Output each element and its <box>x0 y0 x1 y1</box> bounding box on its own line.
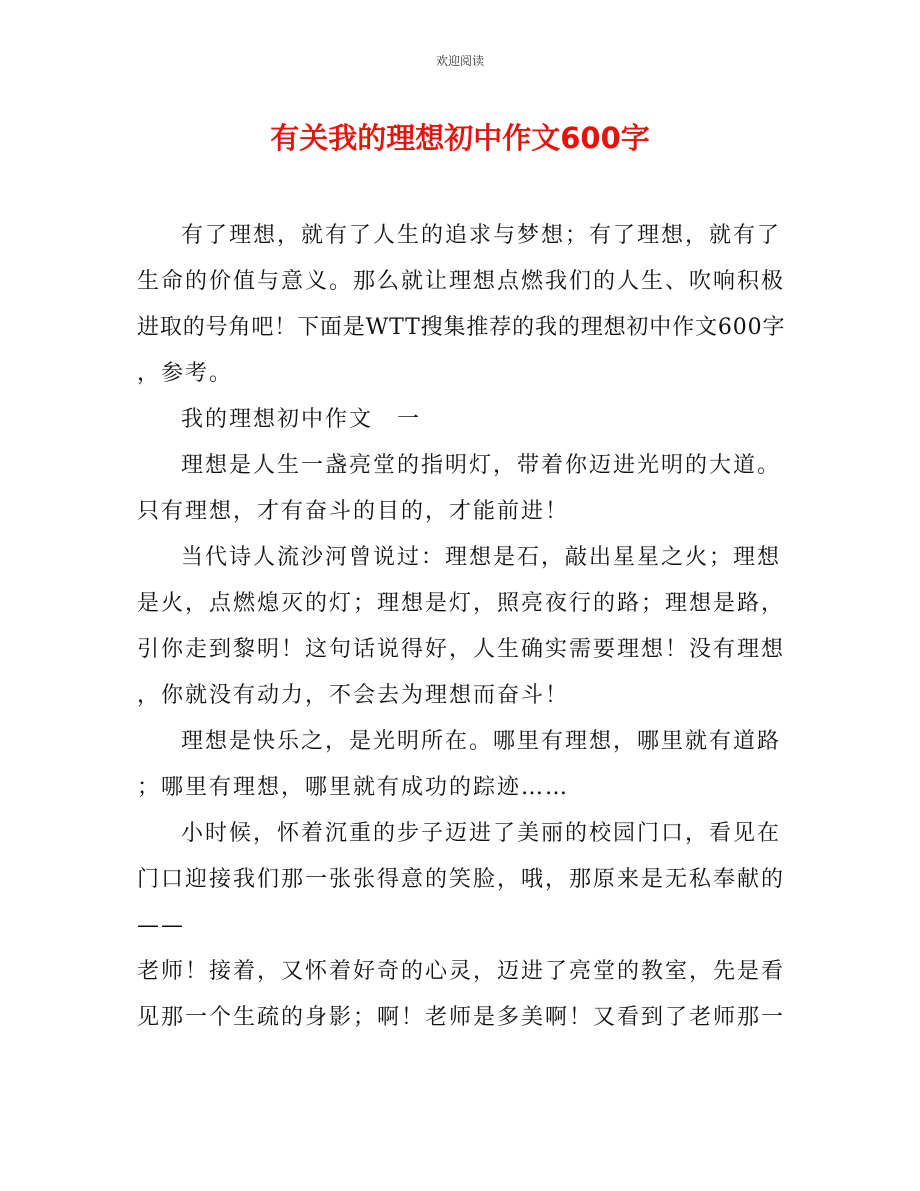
document-title: 有关我的理想初中作文600字 <box>270 121 650 155</box>
paragraph-line: 是火，点燃熄灭的灯；理想是灯，照亮夜行的路；理想是路， <box>137 591 786 616</box>
paragraph-line: 当代诗人流沙河曾说过：理想是石，敲出星星之火；理想 <box>181 545 782 570</box>
paragraph-line: 老师！接着，又怀着好奇的心灵，迈进了亮堂的教室，先是看 <box>137 959 786 984</box>
paragraph-line: 见那一个生疏的身影；啊！老师是多美啊！又看到了老师那一 <box>137 1005 786 1030</box>
paragraph-line: 引你走到黎明！这句话说得好，人生确实需要理想！没有理想 <box>137 637 786 662</box>
paragraph-line: 只有理想，才有奋斗的目的，才能前进！ <box>137 499 570 524</box>
paragraph-line: 小时候，怀着沉重的步子迈进了美丽的校园门口，看见在 <box>181 821 782 846</box>
paragraph-line: 有了理想，就有了人生的追求与梦想；有了理想，就有了 <box>181 223 782 248</box>
paragraph-line: 理想是人生一盏亮堂的指明灯，带着你迈进光明的大道。 <box>181 453 782 478</box>
paragraph-line: 门口迎接我们那一张张得意的笑脸，哦，那原来是无私奉献的 <box>137 867 786 892</box>
paragraph-line: 生命的价值与意义。那么就让理想点燃我们的人生、吹响积极 <box>137 269 786 294</box>
paragraph-line: —— <box>137 913 185 938</box>
paragraph-line: ；哪里有理想，哪里就有成功的踪迹…… <box>137 775 570 800</box>
section-heading: 我的理想初中作文 一 <box>181 407 422 432</box>
paragraph-line: 理想是快乐之，是光明所在。哪里有理想，哪里就有道路 <box>181 729 782 754</box>
page-header: 欢迎阅读 <box>435 54 484 68</box>
paragraph-line: ，参考。 <box>137 361 234 386</box>
paragraph-line: 进取的号角吧！下面是WTT搜集推荐的我的理想初中作文600字 <box>137 315 786 340</box>
paragraph-line: ，你就没有动力，不会去为理想而奋斗！ <box>137 683 570 708</box>
